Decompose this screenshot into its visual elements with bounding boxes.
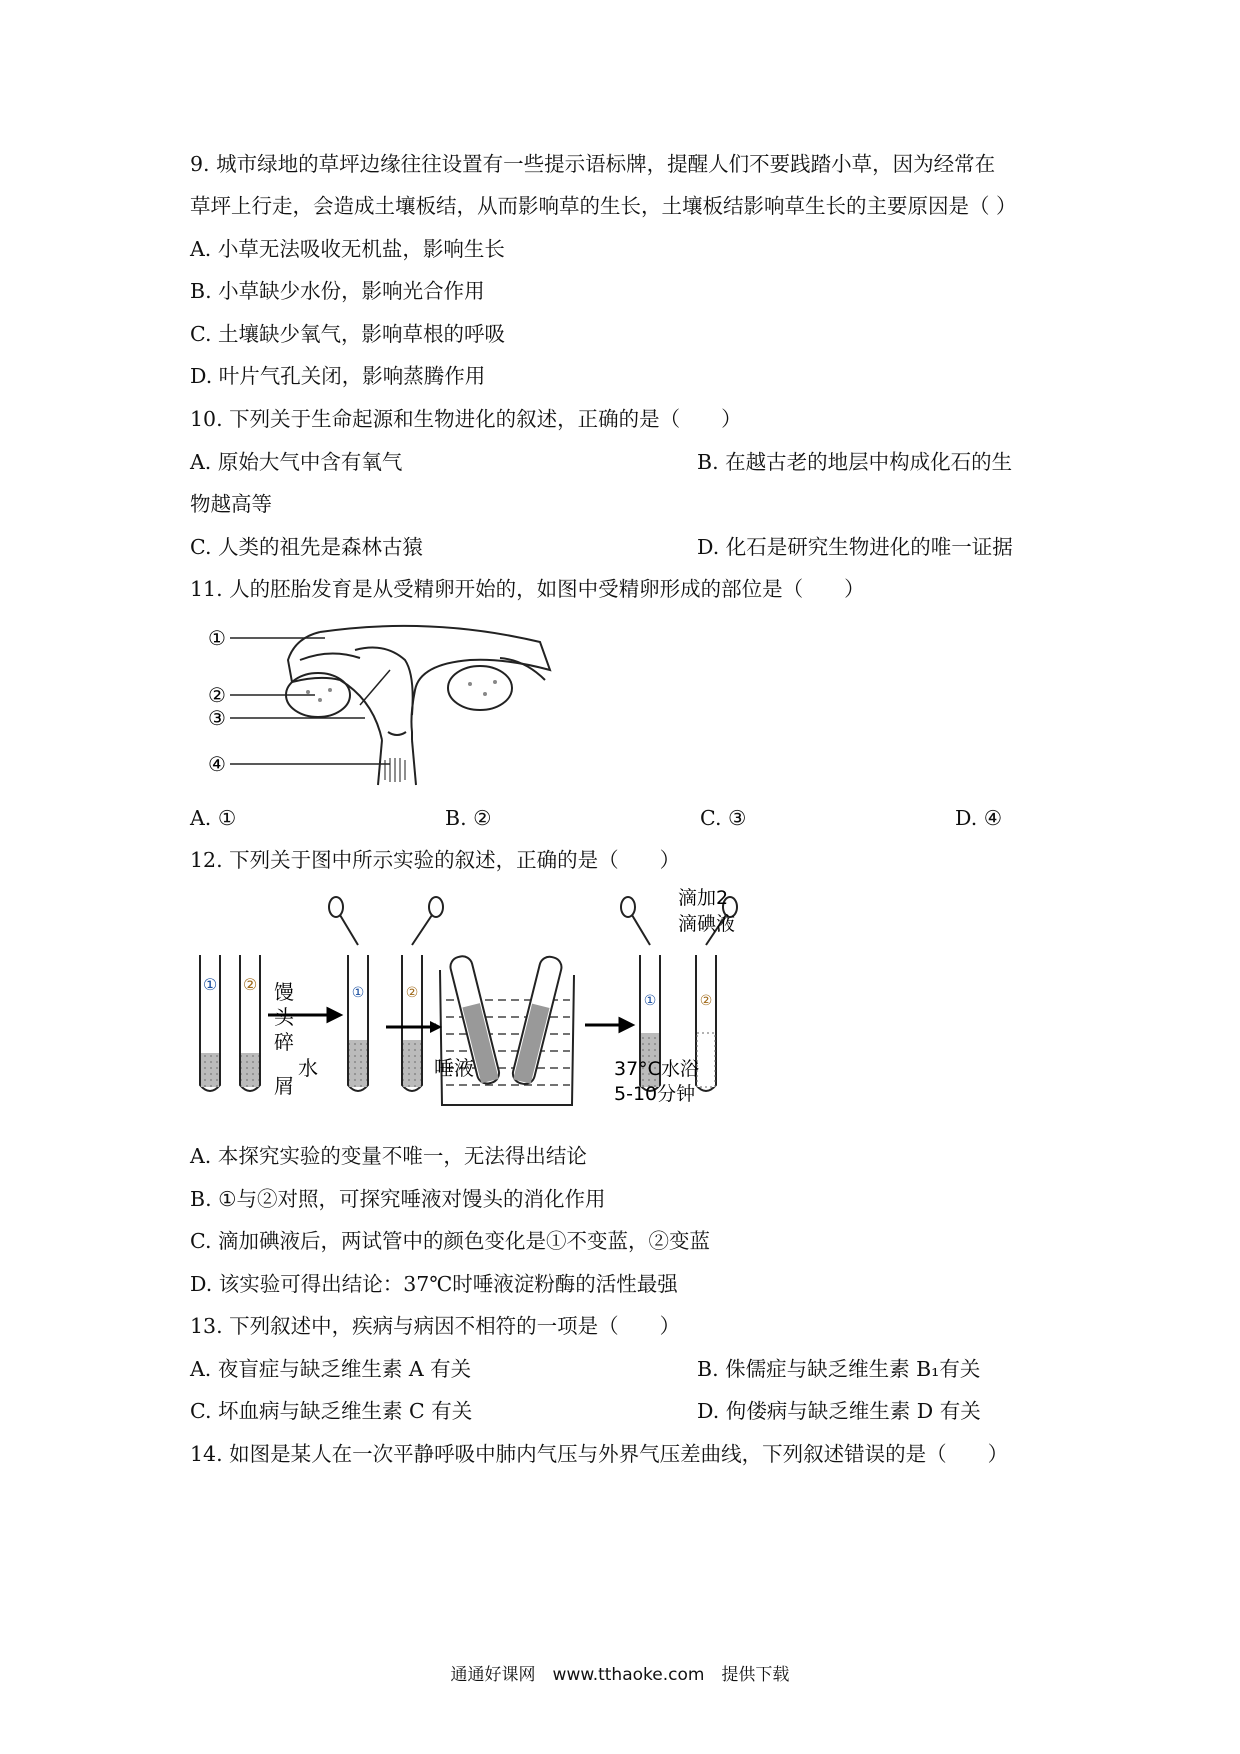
q10-stem: 10. 下列关于生命起源和生物进化的叙述，正确的是（ ） [190, 407, 742, 431]
q12-bath-label: 37°C水浴 [614, 1058, 699, 1080]
q12-bread-char2: 头 [274, 1005, 294, 1029]
q12-s2-tube1-label: ① [351, 985, 365, 1001]
q10-option-a: A. 原始大气中含有氧气 [190, 450, 403, 474]
q14-stem: 14. 如图是某人在一次平静呼吸中肺内气压与外界气压差曲线，下列叙述错误的是（ ） [190, 1442, 1009, 1466]
q11-reproductive-figure [200, 620, 570, 790]
q12-tube2-label: ② [242, 975, 258, 994]
q13-option-b: B. 侏儒症与缺乏维生素 B₁有关 [697, 1357, 981, 1381]
q12-saliva-label: 唾液 [434, 1056, 474, 1080]
q9-stem-line2: 草坪上行走，会造成土壤板结，从而影响草的生长，土壤板结影响草生长的主要原因是（ ） [190, 194, 1017, 218]
q12-option-d: D. 该实验可得出结论：37℃时唾液淀粉酶的活性最强 [190, 1272, 678, 1296]
q12-experiment-figure [190, 885, 830, 1120]
q9-stem-line1: 9. 城市绿地的草坪边缘往往设置有一些提示语标牌，提醒人们不要践踏小草，因为经常在 [190, 152, 996, 176]
q12-tube1-label: ① [202, 975, 218, 994]
q10-option-b-cont: 物越高等 [190, 492, 272, 516]
q13-stem: 13. 下列叙述中，疾病与病因不相符的一项是（ ） [190, 1314, 681, 1338]
q11-label-2: ② [208, 683, 226, 707]
q11-option-b: B. ② [445, 806, 492, 830]
q11-option-c: C. ③ [700, 806, 747, 830]
q12-bread-char1: 馒 [274, 980, 294, 1004]
q13-option-d: D. 佝偻病与缺乏维生素 D 有关 [697, 1399, 981, 1423]
q13-option-a: A. 夜盲症与缺乏维生素 A 有关 [190, 1357, 472, 1381]
q11-label-4: ④ [208, 752, 226, 776]
q11-label-1: ① [208, 626, 226, 650]
q12-option-b: B. ①与②对照，可探究唾液对馒头的消化作用 [190, 1187, 606, 1211]
q9-option-c: C. 土壤缺少氧气，影响草根的呼吸 [190, 322, 505, 346]
q12-s4-tube1-label: ① [643, 993, 657, 1009]
q12-s2-tube2-label: ② [405, 985, 419, 1001]
q13-option-c: C. 坏血病与缺乏维生素 C 有关 [190, 1399, 473, 1423]
q11-option-a: A. ① [190, 806, 237, 830]
q12-iodine-label-2: 滴碘液 [678, 913, 736, 935]
q12-iodine-label-1: 滴加2 [678, 887, 729, 909]
q11-option-d: D. ④ [955, 806, 1003, 830]
q12-water-label: 水 [298, 1056, 318, 1080]
q10-option-b: B. 在越古老的地层中构成化石的生 [697, 450, 1013, 474]
q12-stem: 12. 下列关于图中所示实验的叙述，正确的是（ ） [190, 848, 681, 872]
q9-option-b: B. 小草缺少水份，影响光合作用 [190, 279, 485, 303]
q12-time-label: 5-10分钟 [614, 1083, 696, 1105]
q10-option-c: C. 人类的祖先是森林古猿 [190, 535, 423, 559]
q12-option-c: C. 滴加碘液后，两试管中的颜色变化是①不变蓝，②变蓝 [190, 1229, 710, 1253]
q12-s4-tube2-label: ② [699, 993, 713, 1009]
q12-bread-char3: 碎 [274, 1030, 294, 1054]
q11-stem: 11. 人的胚胎发育是从受精卵开始的，如图中受精卵形成的部位是（ ） [190, 577, 865, 601]
footer: 通通好课网 www.tthaoke.com 提供下载 [450, 1665, 790, 1685]
q9-option-a: A. 小草无法吸收无机盐，影响生长 [190, 237, 505, 261]
q10-option-d: D. 化石是研究生物进化的唯一证据 [697, 535, 1013, 559]
q12-bread-char4: 屑 [274, 1074, 294, 1098]
q11-label-3: ③ [208, 706, 226, 730]
q9-option-d: D. 叶片气孔关闭，影响蒸腾作用 [190, 364, 486, 388]
q12-option-a: A. 本探究实验的变量不唯一，无法得出结论 [190, 1144, 587, 1168]
